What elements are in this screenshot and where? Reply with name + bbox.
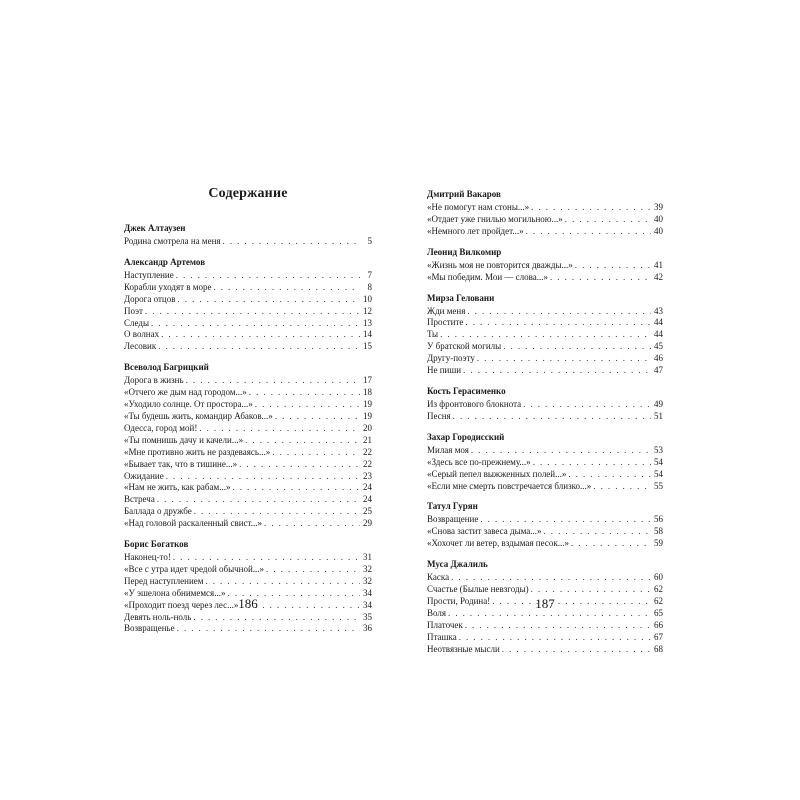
dot-leader (531, 584, 651, 596)
entry-title: «Если мне смерть повстречается близко...» (427, 480, 592, 491)
toc-entry (427, 469, 663, 481)
entry-page-number: 58 (654, 526, 663, 537)
entry-title: Следы (124, 317, 149, 328)
entry-title: Наконец-то! (124, 552, 171, 563)
entry-page-number: 53 (654, 444, 663, 455)
entry-page-number: 67 (654, 631, 663, 642)
toc-section (124, 538, 372, 635)
dot-leader (453, 411, 651, 423)
author-name: Борис Богатков (124, 539, 189, 550)
dot-leader (213, 282, 360, 294)
entry-title: «Все с утра идет чредой обычной...» (124, 563, 265, 574)
toc-entry (124, 236, 372, 248)
dot-leader (480, 514, 651, 526)
dot-leader (177, 623, 360, 635)
toc-entry (427, 538, 663, 550)
entry-page-number: 62 (654, 595, 663, 606)
toc-entry (124, 471, 372, 483)
entry-page-number: 25 (363, 506, 372, 517)
dot-leader (186, 375, 360, 387)
toc-entry (427, 365, 663, 377)
entry-title: Платочек (427, 619, 463, 630)
author-name: Муса Джалиль (427, 559, 488, 570)
entry-page-number: 68 (654, 643, 663, 654)
entry-page-number: 15 (363, 341, 372, 352)
dot-leader (193, 612, 360, 624)
entry-page-number: 46 (654, 353, 663, 364)
dot-leader (503, 341, 651, 353)
entry-title: Пташка (427, 631, 457, 642)
toc-entry (124, 387, 372, 399)
entry-page-number: 40 (654, 225, 663, 236)
dot-leader (161, 329, 360, 341)
dot-leader (459, 632, 651, 644)
dot-leader (177, 294, 360, 306)
toc-entry (124, 564, 372, 576)
toc-entry (124, 375, 372, 387)
entry-title: «Над головой раскаленный свист...» (124, 518, 263, 529)
dot-leader (157, 494, 360, 506)
page-number-left: 186 (238, 596, 258, 611)
dot-leader (451, 572, 651, 584)
toc-entry (427, 226, 663, 238)
table-of-contents-right (427, 188, 663, 663)
entry-title: Корабли уходят в море (124, 281, 212, 292)
entry-title: Каска (427, 572, 450, 583)
entry-page-number: 10 (363, 293, 372, 304)
toc-section (427, 431, 663, 493)
entry-title: Счастье (Былые невзгоды) (427, 584, 529, 595)
author-name: Александр Артемов (124, 256, 206, 267)
author-name: Леонид Вилкомир (427, 246, 502, 257)
table-of-contents-left (124, 222, 372, 643)
toc-entry (427, 526, 663, 538)
toc-entry (427, 584, 663, 596)
entry-page-number: 54 (654, 456, 663, 467)
dot-leader (440, 329, 651, 341)
toc-section (427, 188, 663, 238)
right-page (427, 0, 663, 800)
dot-leader (465, 317, 651, 329)
toc-entry (124, 494, 372, 506)
toc-entry (427, 306, 663, 318)
toc-entry (427, 514, 663, 526)
entry-page-number: 56 (654, 514, 663, 525)
dot-leader (145, 306, 360, 318)
dot-leader (199, 423, 360, 435)
entry-title: Песня (427, 410, 451, 421)
dot-leader (158, 341, 360, 353)
entry-page-number: 18 (363, 387, 372, 398)
entry-page-number: 55 (654, 480, 663, 491)
entry-title: «Уходило солнце. От простора...» (124, 399, 253, 410)
entry-page-number: 13 (363, 317, 372, 328)
toc-section (124, 361, 372, 530)
entry-title: Одесса, город мой! (124, 422, 198, 433)
entry-page-number: 23 (363, 470, 372, 481)
entry-title: «Хохочет ли ветер, вздымая песок...» (427, 538, 569, 549)
entry-page-number: 34 (363, 599, 372, 610)
toc-entry (427, 445, 663, 457)
toc-entry (124, 447, 372, 459)
entry-title: Ты (427, 329, 439, 340)
entry-page-number: 5 (367, 236, 372, 246)
entry-page-number: 32 (363, 563, 372, 574)
entry-page-number: 21 (363, 434, 372, 445)
dot-leader (544, 526, 652, 538)
entry-title: Наступление (124, 269, 174, 280)
entry-title: Неотвязные мысли (427, 643, 500, 654)
author-name: Дмитрий Вакаров (427, 189, 501, 199)
entry-title: «Немного лет пройдет...» (427, 225, 524, 236)
toc-entry (427, 411, 663, 423)
entry-page-number: 41 (654, 259, 663, 270)
author-name: Кость Герасименко (427, 385, 506, 396)
entry-page-number: 44 (654, 317, 663, 328)
entry-title: «Снова застит завеса дыма...» (427, 526, 542, 537)
toc-section (427, 246, 663, 284)
toc-entry (124, 270, 372, 282)
entry-title: «Здесь все по-прежнему...» (427, 456, 531, 467)
dot-leader (266, 564, 360, 576)
toc-entry (427, 202, 663, 214)
toc-entry (124, 435, 372, 447)
entry-page-number: 44 (654, 329, 663, 340)
entry-title: Другу-поэту (427, 353, 475, 364)
toc-section (124, 256, 372, 353)
toc-entry (427, 317, 663, 329)
author-name: Джек Алтаузен (124, 223, 186, 233)
entry-title: «Проходит поезд через лес...» (124, 599, 239, 610)
entry-title: «Ты помнишь дачу и качели...» (124, 434, 244, 445)
dot-leader (575, 260, 651, 272)
toc-entry (124, 399, 372, 411)
entry-title: «Нам не жить, как рабам...» (124, 482, 231, 493)
entry-page-number: 31 (363, 552, 372, 563)
entry-page-number: 49 (654, 398, 663, 409)
toc-entry (427, 481, 663, 493)
entry-page-number: 40 (654, 213, 663, 224)
author-name: Татул Гурян (427, 501, 478, 512)
toc-entry (124, 341, 372, 353)
entry-title: Прости, Родина! (427, 595, 491, 606)
entry-title: Лесовик (124, 341, 157, 352)
toc-section (427, 500, 663, 550)
entry-page-number: 20 (363, 422, 372, 433)
entry-page-number: 14 (363, 329, 372, 340)
entry-page-number: 32 (363, 575, 372, 586)
entry-page-number: 43 (654, 305, 663, 316)
entry-title: Ожидание (124, 470, 164, 481)
page-title: Содержание (208, 186, 288, 201)
entry-title: «Не помогут нам стоны...» (427, 202, 530, 212)
entry-title: Девять ноль-ноль (124, 611, 192, 622)
toc-entry (124, 411, 372, 423)
entry-page-number: 45 (654, 341, 663, 352)
entry-page-number: 47 (654, 365, 663, 376)
dot-leader (264, 518, 360, 530)
entry-page-number: 22 (363, 458, 372, 469)
entry-page-number: 8 (367, 281, 372, 292)
dot-leader (245, 435, 360, 447)
entry-page-number: 17 (363, 375, 372, 386)
entry-title: Поэт (124, 305, 143, 316)
toc-entry (427, 341, 663, 353)
entry-page-number: 19 (363, 399, 372, 410)
dot-leader (223, 236, 360, 248)
left-page (124, 0, 372, 800)
toc-entry (427, 399, 663, 411)
entry-page-number: 19 (363, 410, 372, 421)
dot-leader (531, 202, 651, 214)
toc-entry (124, 482, 372, 494)
entry-page-number: 66 (654, 619, 663, 630)
entry-page-number: 54 (654, 468, 663, 479)
dot-leader (465, 620, 651, 632)
entry-page-number: 29 (363, 518, 372, 529)
dot-leader (166, 471, 360, 483)
toc-entry (427, 644, 663, 656)
entry-page-number: 24 (363, 494, 372, 505)
toc-entry (124, 506, 372, 518)
toc-entry (427, 632, 663, 644)
dot-leader (471, 445, 651, 457)
entry-page-number: 22 (363, 446, 372, 457)
toc-entry (124, 623, 372, 635)
entry-title: Воля (427, 607, 447, 618)
dot-leader (194, 506, 360, 518)
entry-page-number: 59 (654, 538, 663, 549)
toc-entry (427, 260, 663, 272)
entry-title: Встреча (124, 494, 155, 505)
entry-title: Возвращение (427, 514, 479, 525)
dot-leader (565, 214, 651, 226)
entry-title: «У эшелона обнимемся...» (124, 587, 226, 598)
toc-entry (427, 457, 663, 469)
entry-title: Возвращенье (124, 623, 175, 634)
entry-page-number: 7 (367, 269, 372, 280)
toc-entry (124, 329, 372, 341)
entry-page-number: 62 (654, 584, 663, 595)
toc-entry (427, 572, 663, 584)
entry-title: О волнах (124, 329, 160, 340)
toc-entry (427, 329, 663, 341)
entry-title: Простите (427, 317, 464, 328)
dot-leader (232, 482, 360, 494)
entry-page-number: 51 (654, 410, 663, 421)
author-name: Мирза Геловани (427, 292, 495, 303)
entry-title: У братской могилы (427, 341, 502, 352)
toc-section (427, 292, 663, 377)
toc-entry (124, 318, 372, 330)
dot-leader (526, 226, 651, 238)
dot-leader (249, 387, 360, 399)
toc-section (124, 222, 372, 248)
author-name: Захар Городисский (427, 431, 505, 442)
entry-title: Перед наступлением (124, 575, 204, 586)
entry-title: «Мне противно жить не раздеваясь...» (124, 446, 271, 457)
entry-page-number: 60 (654, 572, 663, 583)
toc-entry (124, 459, 372, 471)
entry-title: «Мы победим. Мои — слова...» (427, 271, 548, 282)
dot-leader (568, 469, 651, 481)
entry-title: «Жизнь моя не повторится дважды...» (427, 259, 573, 270)
entry-page-number: 36 (363, 623, 372, 634)
entry-title: «Ты будешь жить, командир Абаков...» (124, 410, 273, 421)
entry-page-number: 39 (654, 202, 663, 212)
toc-entry (427, 620, 663, 632)
dot-leader (205, 576, 360, 588)
dot-leader (173, 552, 360, 564)
dot-leader (239, 459, 360, 471)
entry-page-number: 35 (363, 611, 372, 622)
entry-title: Не пиши (427, 365, 462, 376)
toc-entry (124, 612, 372, 624)
toc-entry (124, 282, 372, 294)
entry-title: Дорога в жизнь (124, 375, 184, 386)
dot-leader (523, 399, 651, 411)
entry-title: «Серый пепел выжженных полей...» (427, 468, 567, 479)
entry-title: Дорога отцов (124, 293, 176, 304)
toc-entry (427, 272, 663, 284)
dot-leader (550, 272, 651, 284)
dot-leader (533, 457, 651, 469)
dot-leader (275, 411, 360, 423)
entry-page-number: 65 (654, 607, 663, 618)
entry-title: «Отдает уже гнилью могильною...» (427, 213, 563, 224)
toc-entry (124, 552, 372, 564)
toc-entry (124, 576, 372, 588)
toc-entry (124, 306, 372, 318)
dot-leader (571, 538, 651, 550)
toc-entry (124, 518, 372, 530)
dot-leader (502, 644, 651, 656)
entry-title: Из фронтового блокнота (427, 398, 522, 409)
dot-leader (467, 306, 651, 318)
dot-leader (593, 481, 651, 493)
entry-page-number: 42 (654, 271, 663, 282)
entry-title: Жди меня (427, 305, 466, 316)
dot-leader (255, 399, 360, 411)
entry-page-number: 34 (363, 587, 372, 598)
page-number-right: 187 (535, 596, 555, 611)
toc-entry (427, 214, 663, 226)
toc-entry (124, 294, 372, 306)
dot-leader (272, 447, 360, 459)
entry-title: Милая моя (427, 444, 469, 455)
dot-leader (477, 353, 651, 365)
toc-section (427, 385, 663, 423)
entry-title: Родина смотрела на меня (124, 236, 221, 246)
entry-title: «Бывает так, что в тишине...» (124, 458, 238, 469)
author-name: Всеволод Багрицкий (124, 362, 209, 373)
entry-title: Баллада о дружбе (124, 506, 192, 517)
dot-leader (151, 318, 360, 330)
toc-entry (427, 353, 663, 365)
entry-title: «Отчего же дым над городом...» (124, 387, 247, 398)
dot-leader (463, 365, 651, 377)
entry-page-number: 24 (363, 482, 372, 493)
toc-entry (124, 423, 372, 435)
dot-leader (176, 270, 360, 282)
entry-page-number: 12 (363, 305, 372, 316)
